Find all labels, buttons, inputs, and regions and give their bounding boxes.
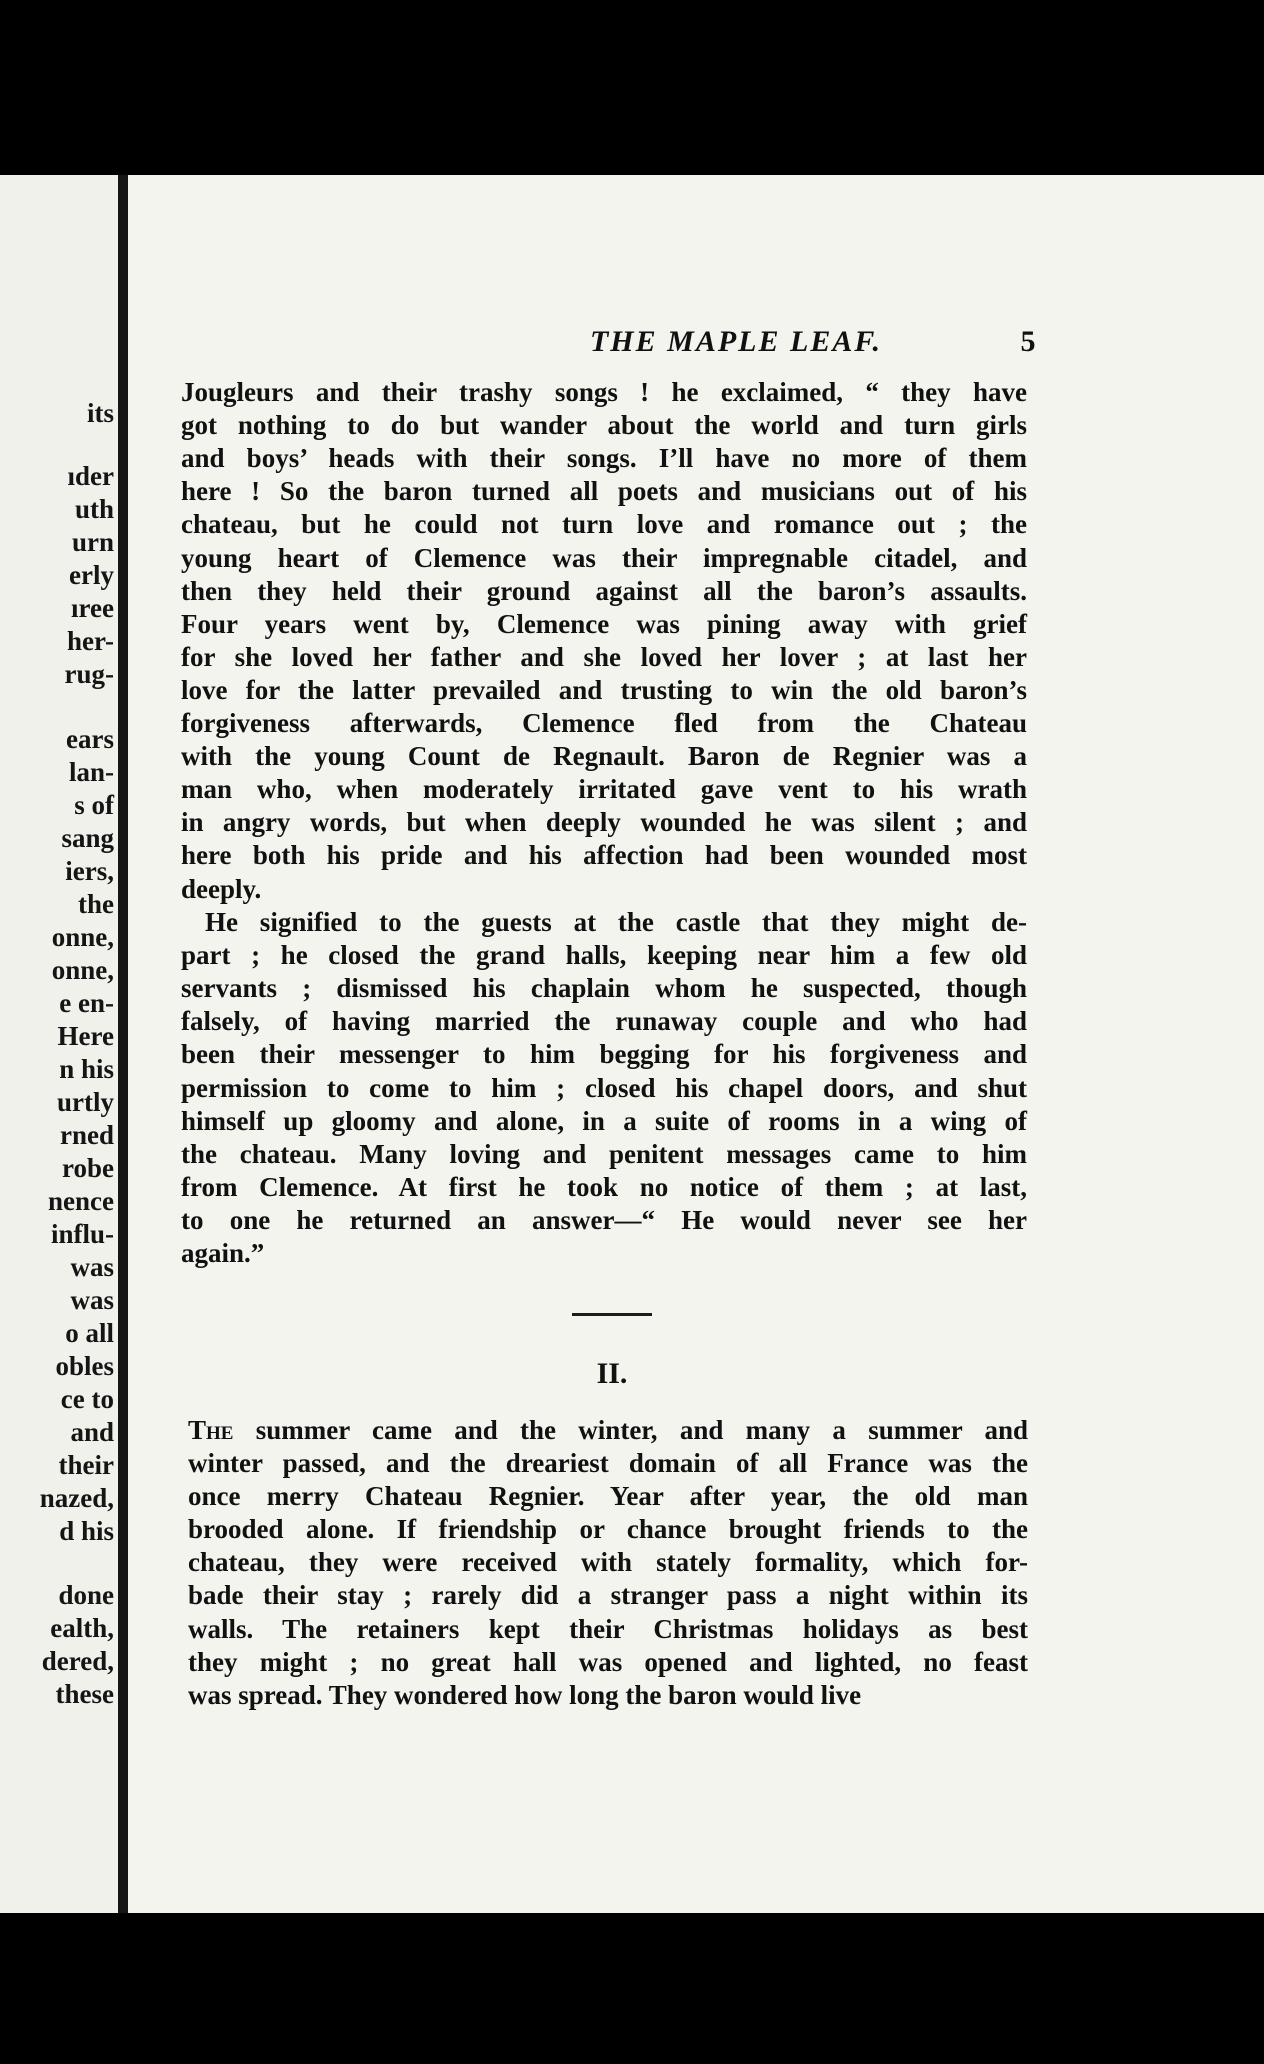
- first-line-text: summer came and the winter, and many a summer and: [233, 1415, 1028, 1445]
- text-line: they might ; no great hall was opened and lighted, no feast: [188, 1646, 1028, 1677]
- left-page-fragment: n his: [59, 1054, 114, 1084]
- left-page-fragment: rug-: [64, 659, 114, 689]
- left-page-fragment: influ-: [50, 1219, 114, 1249]
- left-page-fragment: the: [78, 889, 114, 919]
- text-line: permission to come to him ; closed his chapel doors, and shut: [181, 1072, 1027, 1103]
- text-line: then they held their ground against all the baron’s assaults.: [181, 575, 1027, 606]
- left-page-fragment: iers,: [65, 856, 114, 886]
- text-line: Four years went by, Clemence was pining away with grief: [181, 608, 1027, 639]
- left-page-fragment: done: [58, 1580, 114, 1610]
- left-page-fragment: erly: [69, 560, 114, 590]
- previous-page-fragment: [0, 175, 118, 1913]
- left-page-fragment: ıder: [67, 461, 114, 491]
- text-line: the chateau. Many loving and penitent messages came to him: [181, 1138, 1027, 1169]
- text-line: walls. The retainers kept their Christmas holidays as best: [188, 1613, 1028, 1644]
- text-line: chateau, they were received with stately formality, which for-: [188, 1547, 1028, 1578]
- left-page-fragment: its: [87, 398, 114, 428]
- text-line: forgiveness afterwards, Clemence fled from the Chateau: [181, 708, 1027, 738]
- left-page-fragment: ears: [66, 724, 114, 754]
- text-line: with the young Count de Regnault. Baron de Regnier was a: [181, 741, 1027, 772]
- left-page-fragment: and: [70, 1417, 114, 1447]
- left-page-fragment: Here: [57, 1021, 114, 1051]
- text-line: in angry words, but when deeply wounded he was silent ; and: [181, 807, 1027, 838]
- paragraph-3-first-line: [188, 1414, 1028, 1447]
- text-line: and boys’ heads with their songs. I’ll have no more of them: [181, 443, 1027, 474]
- text-line: He signified to the guests at the castle that they might de-: [205, 907, 1027, 937]
- text-line: again.”: [181, 1238, 265, 1268]
- page-number: 5: [1020, 325, 1036, 358]
- left-page-fragment: nazed,: [39, 1483, 114, 1513]
- left-page-fragment: rned: [60, 1120, 114, 1150]
- left-page-fragment: onne,: [51, 922, 114, 952]
- left-page-fragment: ıree: [71, 593, 114, 623]
- text-line: young heart of Clemence was their impregnable citadel, and: [181, 542, 1027, 573]
- text-line: man who, when moderately irritated gave vent to his wrath: [181, 774, 1027, 805]
- text-line: was spread. They wondered how long the baron would live: [188, 1679, 862, 1710]
- left-page-fragment: their: [58, 1450, 114, 1480]
- text-line: for she loved her father and she loved her lover ; at last her: [181, 641, 1027, 672]
- text-line: from Clemence. At first he took no notice of them ; at last,: [181, 1171, 1027, 1202]
- left-page-fragment: these: [55, 1679, 114, 1709]
- text-line: to one he returned an answer—“ He would never see her: [181, 1204, 1027, 1235]
- text-line: been their messenger to him begging for his forgiveness and: [181, 1039, 1027, 1070]
- page-gutter: [118, 175, 128, 1913]
- left-page-fragment: uth: [74, 494, 114, 524]
- section-divider-rule: [572, 1313, 652, 1316]
- left-page-fragment: ealth,: [50, 1613, 114, 1643]
- text-line: chateau, but he could not turn love and romance out ; the: [181, 509, 1027, 540]
- left-page-fragment: d his: [59, 1516, 114, 1546]
- left-page-fragment: s of: [74, 790, 114, 820]
- text-line: winter passed, and the dreariest domain of all France was the: [188, 1448, 1028, 1478]
- text-line: brooded alone. If friendship or chance brought friends to the: [188, 1514, 1028, 1545]
- left-page-fragment: o all: [65, 1318, 114, 1348]
- left-page-fragment: ce to: [60, 1384, 114, 1414]
- text-line: bade their stay ; rarely did a stranger pass a night within its: [188, 1580, 1028, 1611]
- section-heading: II.: [596, 1357, 628, 1390]
- left-page-fragment: onne,: [51, 955, 114, 985]
- left-page-fragment: was: [70, 1285, 114, 1315]
- left-page-fragment: sang: [61, 823, 114, 853]
- text-line: deeply.: [181, 873, 262, 904]
- text-line: himself up gloomy and alone, in a suite of rooms in a wing of: [181, 1105, 1027, 1136]
- book-page: [128, 175, 1264, 1913]
- left-page-fragment: lan-: [68, 757, 114, 787]
- text-line: got nothing to do but wander about the world and turn girls: [181, 410, 1027, 441]
- text-line: once merry Chateau Regnier. Year after year, the old man: [188, 1481, 1028, 1512]
- left-page-fragment: nence: [48, 1186, 114, 1216]
- left-page-fragment: urn: [71, 527, 114, 557]
- text-line: here ! So the baron turned all poets and musicians out of his: [181, 476, 1027, 507]
- drop-word: The: [188, 1415, 234, 1445]
- left-page-fragment: e en-: [59, 988, 114, 1018]
- running-title: THE MAPLE LEAF.: [589, 325, 882, 358]
- text-line: love for the latter prevailed and trusting to win the old baron’s: [181, 674, 1027, 705]
- text-line: servants ; dismissed his chaplain whom he suspected, though: [181, 973, 1027, 1004]
- left-page-fragment: robe: [62, 1153, 114, 1183]
- text-line: falsely, of having married the runaway couple and who had: [181, 1006, 1027, 1037]
- text-line: part ; he closed the grand halls, keeping near him a few old: [181, 940, 1027, 971]
- left-page-fragment: her-: [67, 626, 114, 656]
- left-page-fragment: obles: [55, 1351, 114, 1381]
- left-page-fragment: dered,: [41, 1646, 114, 1676]
- text-line: here both his pride and his affection had been wounded most: [181, 840, 1027, 871]
- text-line: Jougleurs and their trashy songs ! he exclaimed, “ they have: [181, 377, 1027, 407]
- left-page-fragment: urtly: [57, 1087, 114, 1117]
- left-page-fragment: was: [70, 1252, 114, 1282]
